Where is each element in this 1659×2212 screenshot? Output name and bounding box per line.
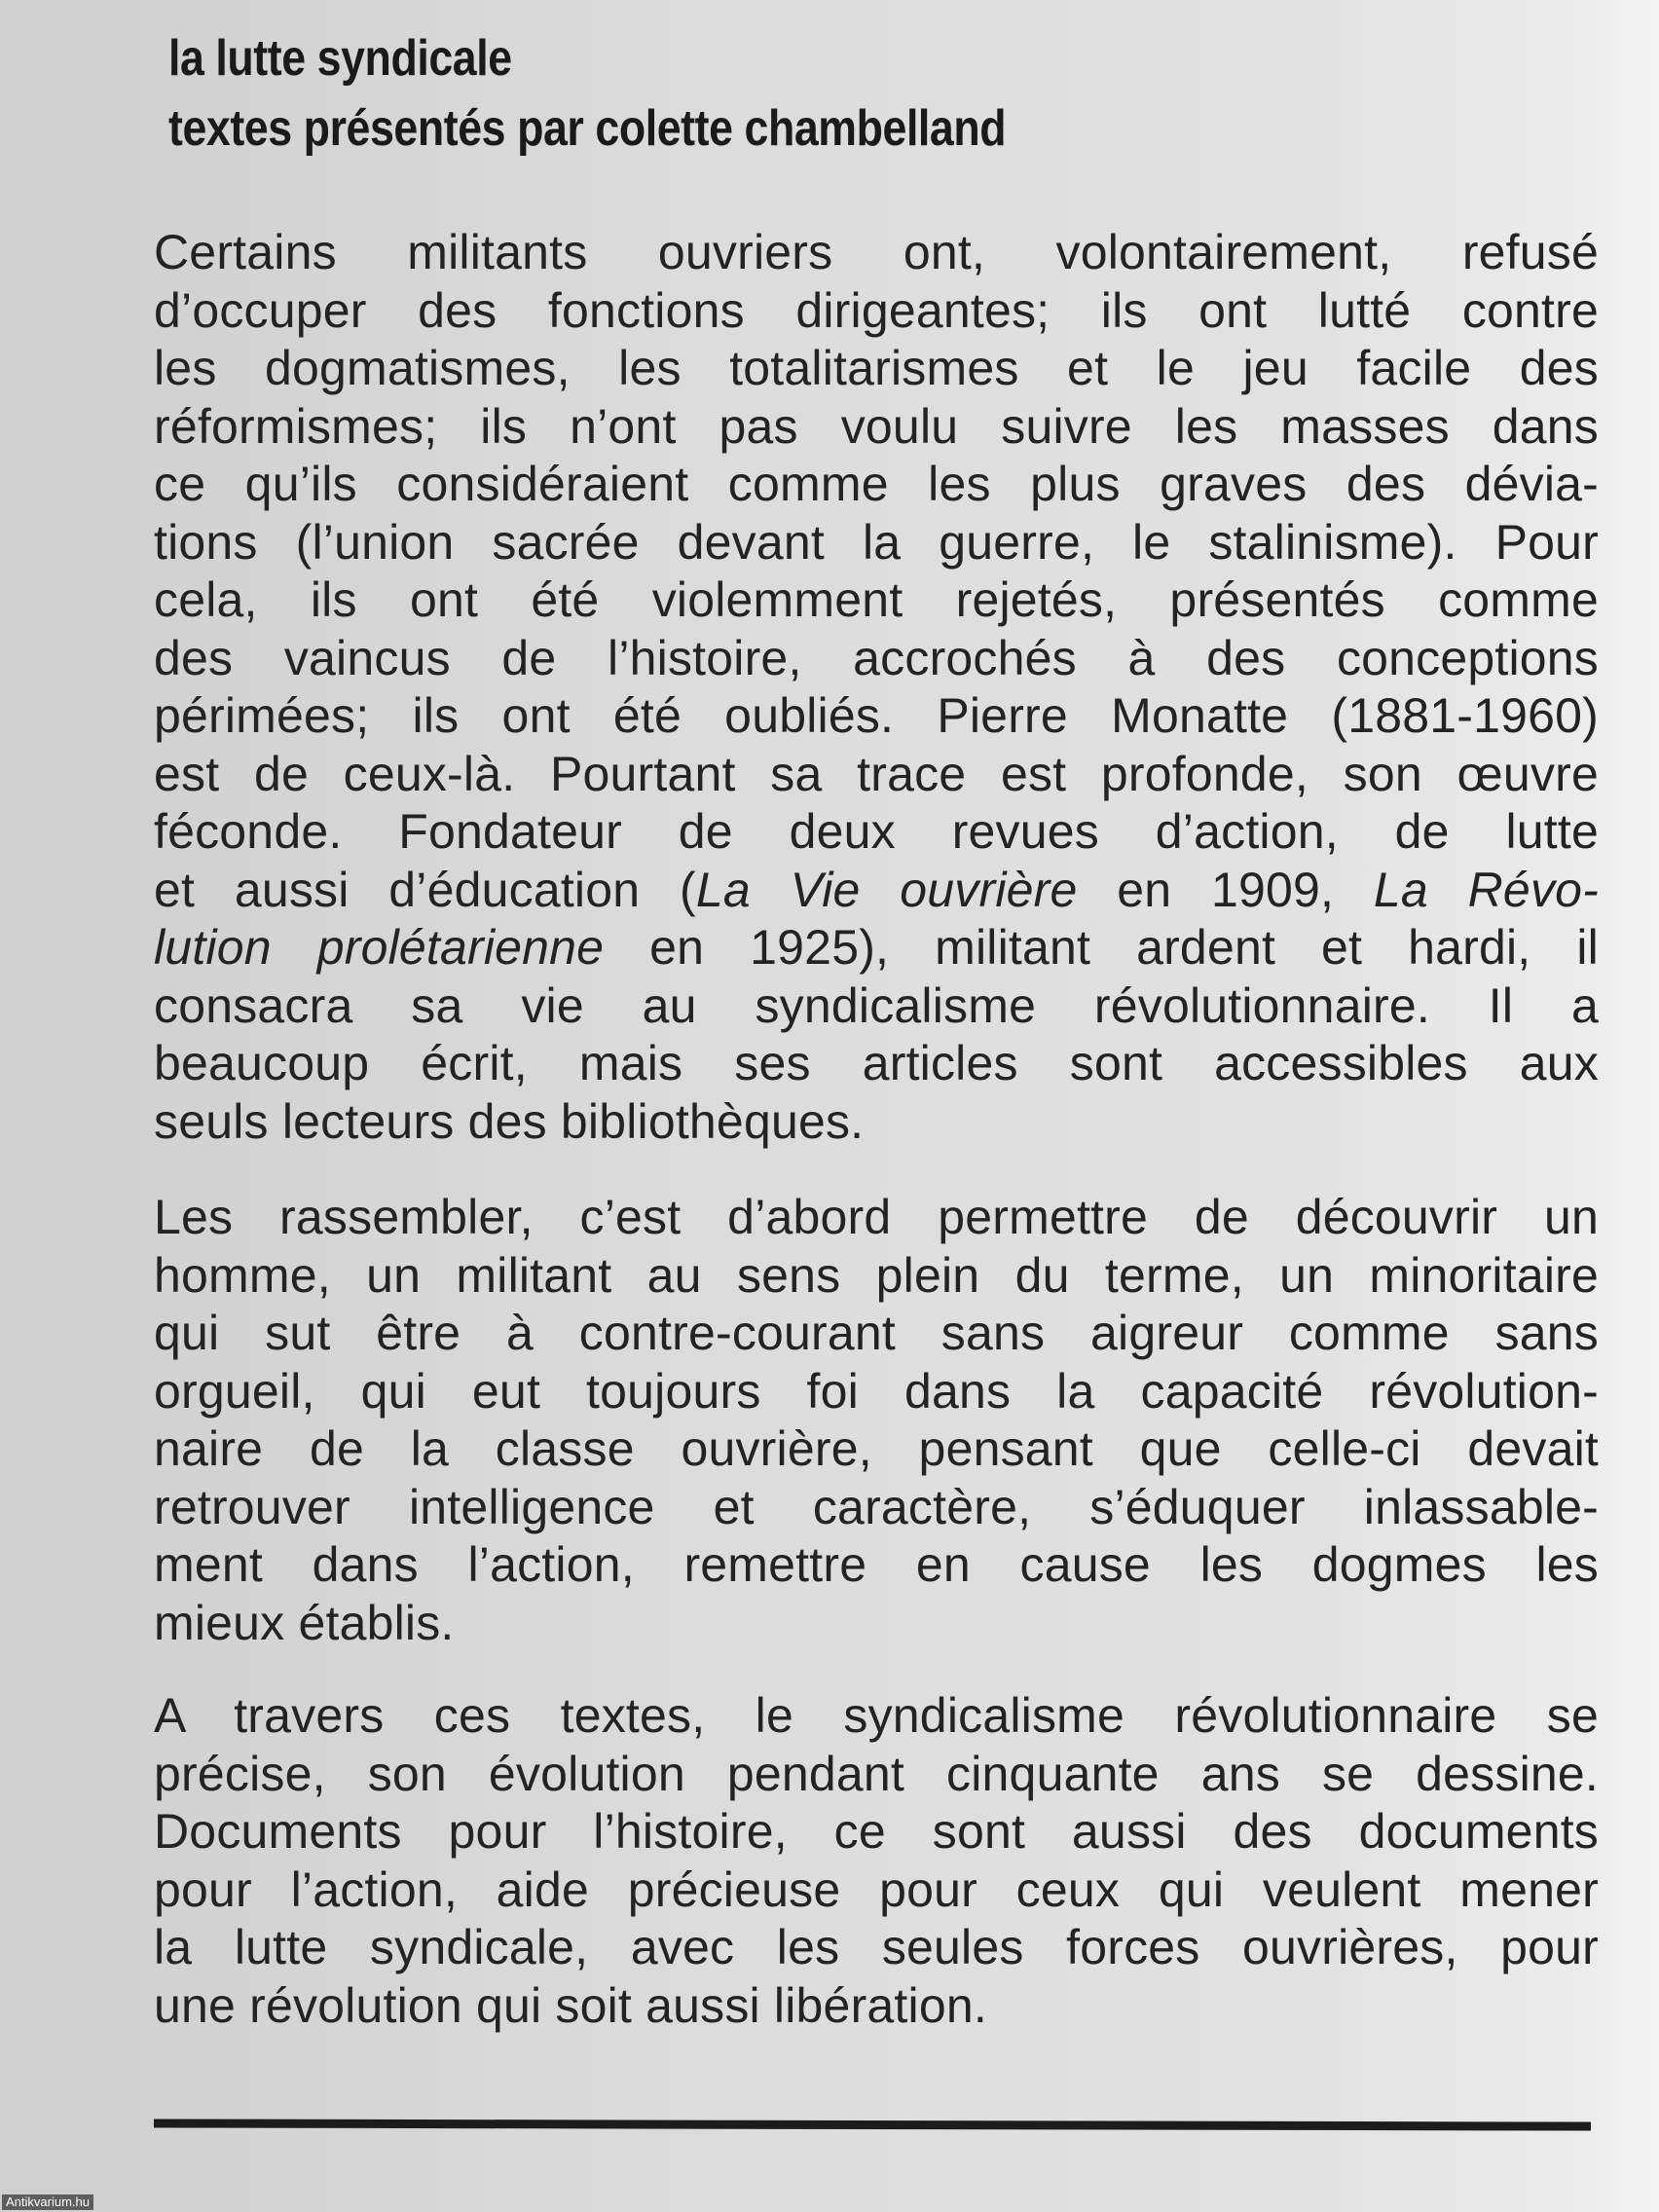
paragraph-line: féconde. Fondateur de deux revues d’action, de lutte xyxy=(154,804,1599,859)
text-run: en 1925), militant ardent et hardi, il xyxy=(604,920,1599,975)
paragraph-line: Les rassembler, c’est d’abord permettre de découvrir un xyxy=(154,1190,1599,1244)
paragraph-line: seuls lecteurs des bibliothèques. xyxy=(154,1093,865,1149)
paragraph-line: des vaincus de l’histoire, accrochés à des conceptions xyxy=(154,630,1599,685)
watermark: Antikvarium.hu xyxy=(2,2194,93,2210)
book-subtitle: textes présentés par colette chambelland xyxy=(168,100,1007,157)
paragraph-line: retrouver intelligence et caractère, s’éduquer inlassable- xyxy=(154,1479,1599,1534)
paragraph-line: naire de la classe ouvrière, pensant que celle-ci devait xyxy=(154,1421,1599,1476)
horizontal-rule xyxy=(154,2119,1591,2130)
paragraph-line: qui sut être à contre-courant sans aigreur comme sans xyxy=(154,1306,1599,1360)
book-title: la lutte syndicale xyxy=(168,30,512,87)
journal-title-vie-ouvriere: La Vie ouvrière xyxy=(695,862,1078,917)
paragraph-line xyxy=(154,862,1599,920)
paragraph-2 xyxy=(154,1189,1599,1652)
paragraph-line: cela, ils ont été violemment rejetés, présentés comme xyxy=(154,572,1599,627)
paragraph-line: A travers ces textes, le syndicalisme révolutionnaire se xyxy=(154,1688,1599,1743)
paragraph-line: une révolution qui soit aussi libération. xyxy=(154,1977,987,2033)
paragraph-line: beaucoup écrit, mais ses articles sont accessibles aux xyxy=(154,1036,1599,1090)
paragraph-line: réformismes; ils n’ont pas voulu suivre les masses dans xyxy=(154,398,1599,454)
paragraph-line: orgueil, qui eut toujours foi dans la capacité révolution- xyxy=(154,1363,1599,1419)
paragraph-line: Certains militants ouvriers ont, volontairement, refusé xyxy=(154,225,1599,279)
text-run: et aussi d’éducation ( xyxy=(154,862,696,917)
paragraph-line: homme, un militant au sens plein du terme, un minoritaire xyxy=(154,1247,1599,1303)
paragraph-line xyxy=(154,919,1599,977)
paragraph-line: tions (l’union sacrée devant la guerre, le stalinisme). Pour xyxy=(154,514,1599,570)
paragraph-3 xyxy=(154,1687,1599,2035)
heading-block xyxy=(168,23,1324,164)
paragraph-line: consacra sa vie au syndicalisme révolutionnaire. Il a xyxy=(154,977,1599,1033)
text-run: en 1909, xyxy=(1077,862,1374,917)
paragraph-line: précise, son évolution pendant cinquante ans se dessine. xyxy=(154,1746,1599,1801)
paragraph-line: ment dans l’action, remettre en cause les dogmes les xyxy=(154,1537,1599,1592)
journal-title-revolution-part2: lution prolétarienne xyxy=(154,920,605,975)
paragraph-line: pour l’action, aide précieuse pour ceux qui veulent mener xyxy=(154,1862,1599,1917)
paragraph-line: ce qu’ils considéraient comme les plus graves des dévia- xyxy=(154,457,1599,511)
paragraph-line: périmées; ils ont été oubliés. Pierre Monatte (1881-1960) xyxy=(154,688,1599,743)
paragraph-line: mieux établis. xyxy=(154,1595,455,1650)
paragraph-line: la lutte syndicale, avec les seules forces ouvrières, pour xyxy=(154,1920,1599,1974)
paragraph-line: est de ceux-là. Pourtant sa trace est profonde, son œuvre xyxy=(154,746,1599,801)
paragraph-line: d’occuper des fonctions dirigeantes; ils ont lutté contre xyxy=(154,282,1599,338)
journal-title-revolution-part1: La Révo- xyxy=(1373,862,1599,917)
paragraph-1 xyxy=(154,224,1599,1151)
paragraph-line: Documents pour l’histoire, ce sont aussi des documents xyxy=(154,1804,1599,1859)
paragraph-line: les dogmatismes, les totalitarismes et le jeu facile des xyxy=(154,341,1599,395)
